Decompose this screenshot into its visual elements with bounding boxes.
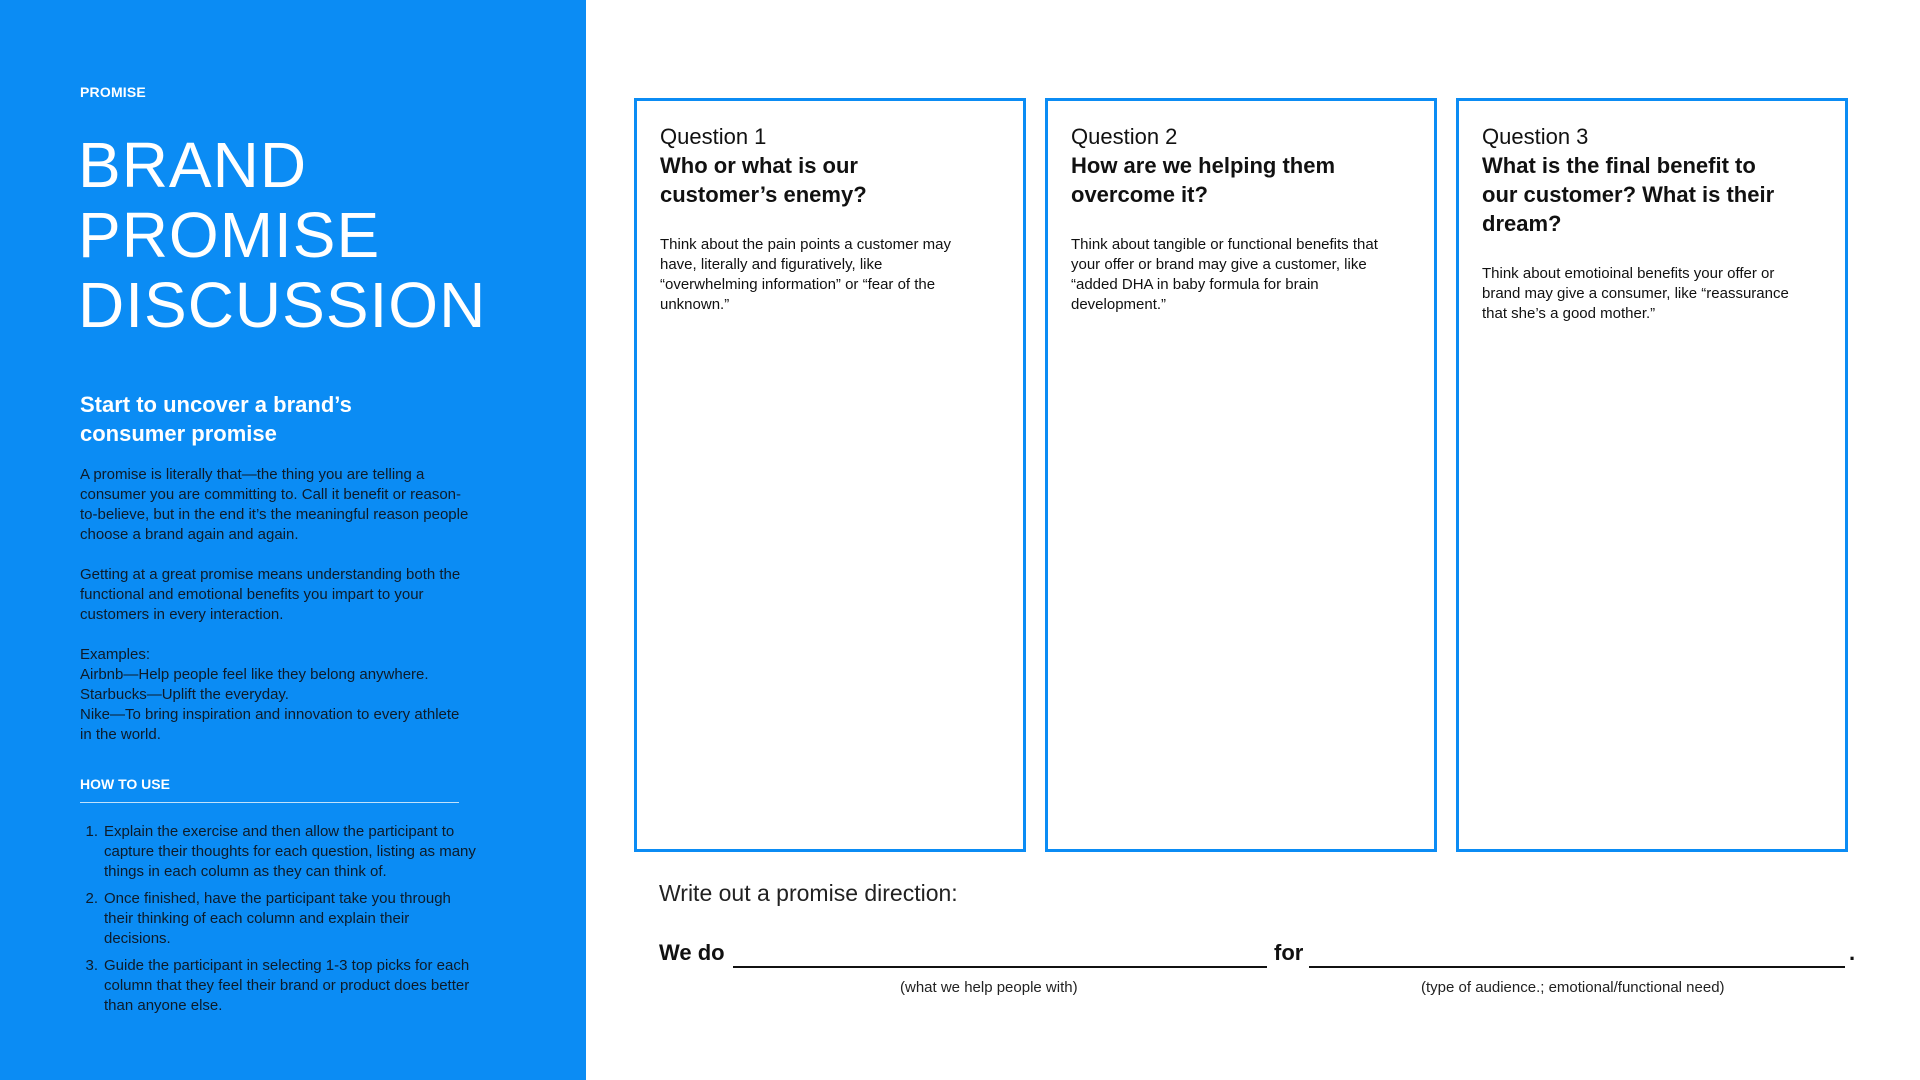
examples-label: Examples: (80, 646, 151, 663)
intro-paragraph: Getting at a great promise means understanding both the functional and emotional benefits you impart to your customers in every interaction. (80, 566, 461, 623)
promise-direction-label: Write out a promise direction: (659, 880, 958, 906)
step-number: 1. (85, 823, 98, 840)
page-title (78, 130, 578, 340)
list-item (80, 822, 480, 882)
steps-list (80, 822, 480, 1023)
for-label: for (1274, 940, 1304, 965)
step-number: 2. (85, 890, 98, 907)
question-description: Think about tangible or functional benefits that your offer or brand may give a customer, like “added DHA in baby formula for brain development.” (1071, 236, 1378, 313)
what-we-help-blank[interactable] (733, 966, 1267, 968)
step-text: Once finished, have the participant take you through their thinking of each column and explain their decisions. (104, 890, 451, 947)
question-description: Think about the pain points a customer may have, literally and figuratively, like “overwhelming information” or “fear of the unknown.” (660, 236, 951, 313)
list-item (80, 956, 480, 1016)
step-text: Guide the participant in selecting 1-3 top picks for each column that they feel their brand or product does better than anyone else. (104, 957, 470, 1014)
audience-need-blank[interactable] (1309, 966, 1845, 968)
intro-copy (80, 465, 470, 745)
title-line: DISCUSSION (78, 269, 487, 341)
example-item: Airbnb—Help people feel like they belong anywhere. (80, 666, 429, 683)
example-item: Starbucks—Uplift the everyday. (80, 686, 289, 703)
question-box-3[interactable] (1456, 98, 1848, 852)
title-line: BRAND (78, 129, 308, 201)
question-description: Think about emotioinal benefits your offer or brand may give a consumer, like “reassurance that she’s a good mother.” (1482, 265, 1789, 322)
question-number: Question 3 (1482, 124, 1589, 149)
eyebrow-label: PROMISE (80, 84, 146, 100)
question-box-1[interactable] (634, 98, 1026, 852)
question-heading: What is the final benefit to our customer? What is their dream? (1482, 153, 1775, 236)
title-line: PROMISE (78, 199, 381, 271)
how-to-use-heading: HOW TO USE (80, 776, 459, 803)
we-do-label: We do (659, 940, 725, 965)
sidebar-panel (0, 0, 586, 1080)
subheading: Start to uncover a brand’s consumer promise (80, 392, 352, 446)
example-item: Nike—To bring inspiration and innovation to every athlete in the world. (80, 706, 460, 743)
examples-block (80, 645, 470, 745)
question-number: Question 2 (1071, 124, 1178, 149)
question-heading: Who or what is our customer’s enemy? (660, 153, 867, 207)
step-number: 3. (85, 957, 98, 974)
question-heading: How are we helping them overcome it? (1071, 153, 1336, 207)
period-mark: . (1849, 940, 1856, 965)
what-we-help-hint: (what we help people with) (900, 979, 1078, 996)
intro-paragraph: A promise is literally that—the thing you are telling a consumer you are committing to. Call it benefit or reason-to-believe, but in the end it’s the meaningful reason people choose a brand again and again. (80, 466, 469, 543)
list-item (80, 889, 480, 949)
audience-need-hint: (type of audience.; emotional/functional need) (1421, 979, 1725, 996)
question-number: Question 1 (660, 124, 767, 149)
step-text: Explain the exercise and then allow the participant to capture their thoughts for each question, listing as many things in each column as they can think of. (104, 823, 476, 880)
question-box-2[interactable] (1045, 98, 1437, 852)
